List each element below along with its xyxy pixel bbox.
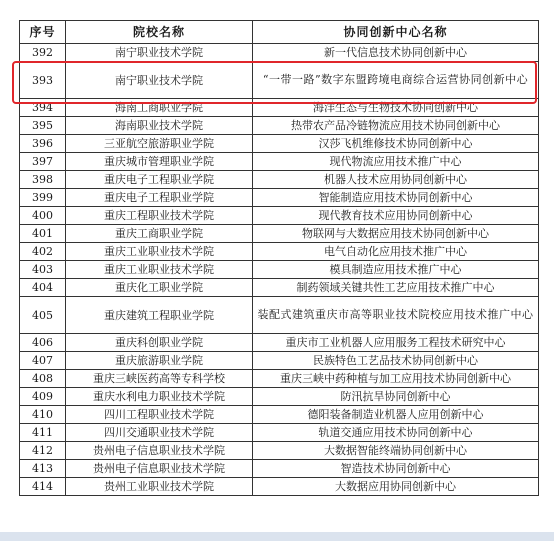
table-row [20,153,539,171]
cell-num: 407 [20,352,66,370]
cell-school: 重庆旅游职业学院 [66,352,253,370]
cell-num: 410 [20,406,66,424]
cell-school: 重庆电子工程职业学院 [66,189,253,207]
cell-center: 现代物流应用技术推广中心 [253,153,539,171]
innovation-center-table [19,20,539,496]
table-row [20,207,539,225]
cell-num: 393 [20,62,66,99]
cell-center: 物联网与大数据应用技术协同创新中心 [253,225,539,243]
cell-num: 403 [20,261,66,279]
table-row [20,297,539,334]
cell-center: 汉莎飞机维修技术协同创新中心 [253,135,539,153]
cell-num: 404 [20,279,66,297]
table-row [20,460,539,478]
cell-num: 406 [20,334,66,352]
cell-num: 392 [20,44,66,62]
cell-school: 南宁职业技术学院 [66,44,253,62]
cell-school: 海南职业技术学院 [66,117,253,135]
cell-num: 411 [20,424,66,442]
table-row [20,442,539,460]
cell-num: 412 [20,442,66,460]
cell-num: 405 [20,297,66,334]
cell-center: 电气自动化应用技术推广中心 [253,243,539,261]
cell-center: 智造技术协同创新中心 [253,460,539,478]
table-row [20,135,539,153]
cell-school: 南宁职业技术学院 [66,62,253,99]
cell-num: 413 [20,460,66,478]
table-row [20,171,539,189]
table-row [20,62,539,99]
header-center-name: 协同创新中心名称 [253,21,539,44]
cell-school: 重庆化工职业学院 [66,279,253,297]
table-row [20,117,539,135]
cell-school: 三亚航空旅游职业学院 [66,135,253,153]
cell-center: “一带一路”数字东盟跨境电商综合运营协同创新中心 [253,62,539,99]
header-school-name: 院校名称 [66,21,253,44]
cell-num: 400 [20,207,66,225]
cell-center: 重庆市工业机器人应用服务工程技术研究中心 [253,334,539,352]
table-row [20,424,539,442]
cell-center: 民族特色工艺品技术协同创新中心 [253,352,539,370]
cell-num: 409 [20,388,66,406]
table-row [20,406,539,424]
cell-center: 新一代信息技术协同创新中心 [253,44,539,62]
cell-num: 402 [20,243,66,261]
cell-center: 海洋生态与生物技术协同创新中心 [253,99,539,117]
cell-num: 399 [20,189,66,207]
cell-school: 重庆科创职业学院 [66,334,253,352]
cell-center: 轨道交通应用技术协同创新中心 [253,424,539,442]
cell-center: 德阳装备制造业机器人应用创新中心 [253,406,539,424]
cell-num: 414 [20,478,66,496]
table-row [20,352,539,370]
table-row [20,478,539,496]
cell-school: 重庆工业职业技术学院 [66,261,253,279]
cell-center: 智能制造应用技术协同创新中心 [253,189,539,207]
cell-num: 398 [20,171,66,189]
cell-school: 贵州电子信息职业技术学院 [66,442,253,460]
cell-center: 重庆三峡中药种植与加工应用技术协同创新中心 [253,370,539,388]
cell-school: 重庆工业职业技术学院 [66,243,253,261]
table-row [20,99,539,117]
cell-school: 重庆三峡医药高等专科学校 [66,370,253,388]
cell-school: 重庆工商职业学院 [66,225,253,243]
cell-school: 贵州工业职业技术学院 [66,478,253,496]
table-row [20,388,539,406]
cell-center: 制药领域关键共性工艺应用技术推广中心 [253,279,539,297]
cell-school: 重庆电子工程职业学院 [66,171,253,189]
table-row [20,261,539,279]
cell-school: 贵州电子信息职业技术学院 [66,460,253,478]
table-row [20,243,539,261]
cell-num: 396 [20,135,66,153]
table-row [20,279,539,297]
table-row [20,189,539,207]
cell-num: 408 [20,370,66,388]
table-header-row [20,21,539,44]
cell-num: 397 [20,153,66,171]
table-row [20,334,539,352]
table-row [20,44,539,62]
cell-center: 机器人技术应用协同创新中心 [253,171,539,189]
table-row [20,370,539,388]
cell-num: 394 [20,99,66,117]
cell-center: 热带农产品冷链物流应用技术协同创新中心 [253,117,539,135]
header-serial-number: 序号 [20,21,66,44]
cell-school: 四川工程职业技术学院 [66,406,253,424]
cell-school: 海南工商职业学院 [66,99,253,117]
cell-center: 现代教育技术应用协同创新中心 [253,207,539,225]
cell-center: 防汛抗旱协同创新中心 [253,388,539,406]
cell-num: 401 [20,225,66,243]
cell-center: 模具制造应用技术推广中心 [253,261,539,279]
cell-school: 重庆建筑工程职业学院 [66,297,253,334]
cell-school: 重庆水利电力职业技术学院 [66,388,253,406]
table-row [20,225,539,243]
cell-school: 重庆城市管理职业学院 [66,153,253,171]
cell-center: 大数据应用协同创新中心 [253,478,539,496]
cell-num: 395 [20,117,66,135]
cell-center: 装配式建筑重庆市高等职业技术院校应用技术推广中心 [253,297,539,334]
cell-center: 大数据智能终端协同创新中心 [253,442,539,460]
bottom-scroll-band [0,532,554,541]
cell-school: 重庆工程职业技术学院 [66,207,253,225]
cell-school: 四川交通职业技术学院 [66,424,253,442]
